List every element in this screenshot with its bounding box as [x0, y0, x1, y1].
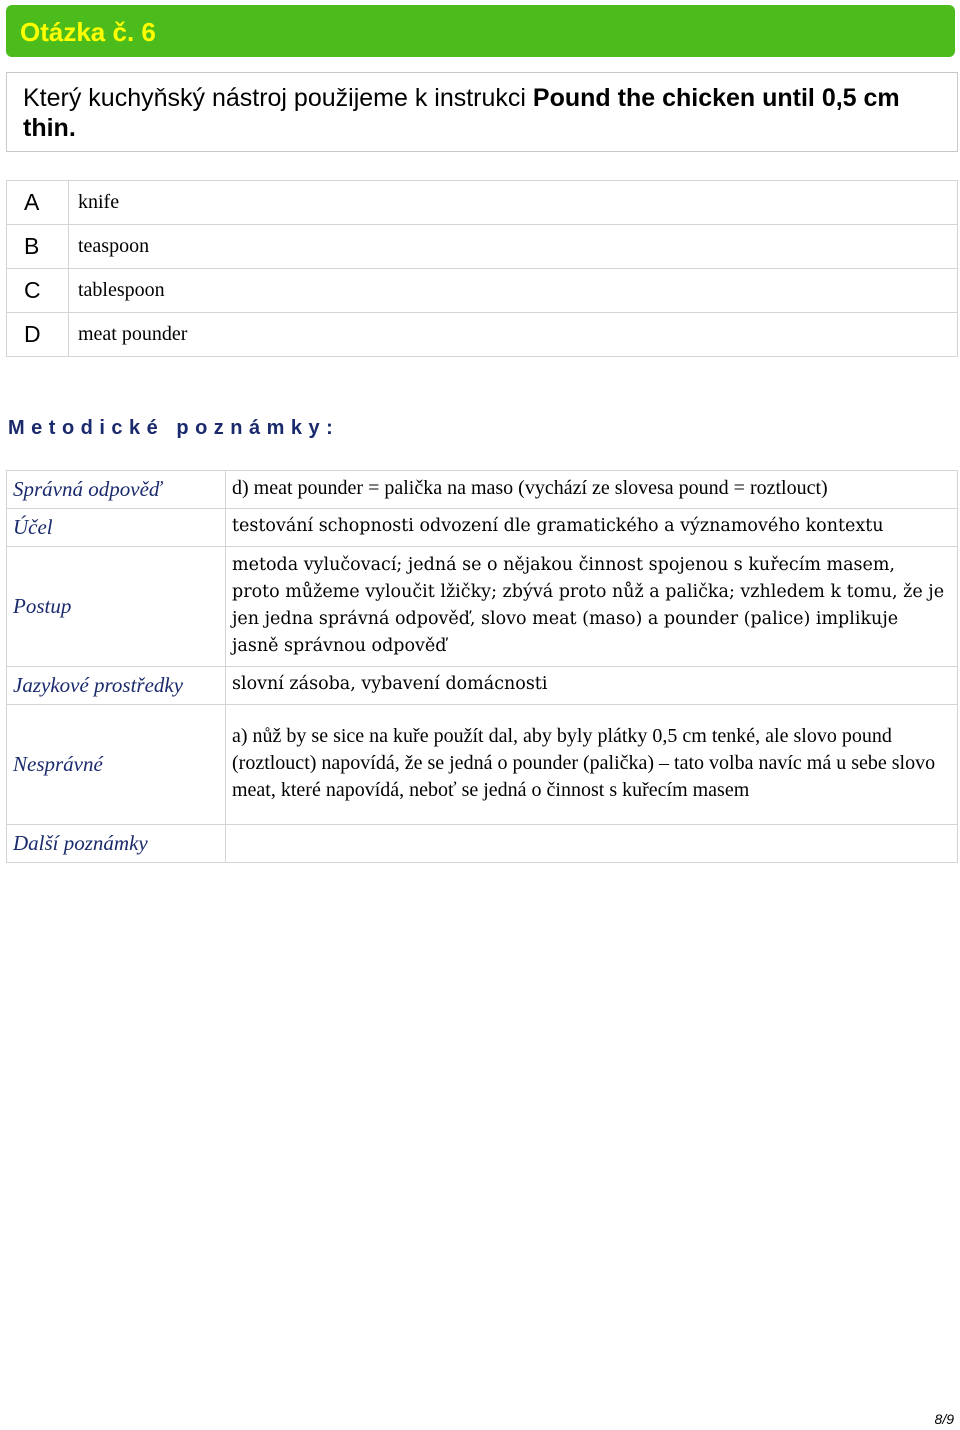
- notes-row-further-notes: [7, 825, 958, 863]
- question-text: Který kuchyňský nástroj použijeme k instrukci: [23, 84, 533, 112]
- notes-row-correct-answer: [7, 471, 958, 509]
- notes-label: Nesprávné: [7, 705, 226, 825]
- option-row-d[interactable]: [7, 313, 958, 357]
- question-header: [6, 5, 955, 57]
- option-text: teaspoon: [69, 225, 958, 269]
- option-text: tablespoon: [69, 269, 958, 313]
- option-letter: C: [7, 269, 69, 313]
- option-letter: D: [7, 313, 69, 357]
- option-letter: A: [7, 181, 69, 225]
- notes-row-incorrect: [7, 705, 958, 825]
- answer-options-table: [6, 180, 958, 357]
- notes-label: Správná odpověď: [7, 471, 226, 509]
- methodical-notes-table: [6, 470, 958, 863]
- notes-label: Účel: [7, 509, 226, 547]
- notes-label: Jazykové prostředky: [7, 667, 226, 705]
- notes-row-purpose: [7, 509, 958, 547]
- notes-value: a) nůž by se sice na kuře použít dal, aby byly plátky 0,5 cm tenké, ale slovo pound (roztlouct) napovídá, že se jedná o pounder (palička) – tato volba navíc má u sebe slovo meat, které napovídá, neboť se jedná o činnost s kuřecím masem: [226, 705, 958, 825]
- notes-label: Postup: [7, 547, 226, 667]
- notes-row-procedure: [7, 547, 958, 667]
- notes-value: [226, 825, 958, 863]
- option-row-b[interactable]: [7, 225, 958, 269]
- notes-value: d) meat pounder = palička na maso (vychází ze slovesa pound = roztlouct): [226, 471, 958, 509]
- question-box: [6, 72, 958, 152]
- notes-row-language-means: [7, 667, 958, 705]
- question-instruction: Pound the chicken until 0,5 cm thin.: [23, 84, 900, 142]
- option-text: knife: [69, 181, 958, 225]
- option-letter: B: [7, 225, 69, 269]
- methodical-notes-heading: Metodické poznámky:: [8, 417, 340, 439]
- notes-label: Další poznámky: [7, 825, 226, 863]
- option-text: meat pounder: [69, 313, 958, 357]
- question-number-title: Otázka č. 6: [20, 17, 156, 47]
- option-row-a[interactable]: [7, 181, 958, 225]
- notes-value: testování schopnosti odvození dle gramatického a významového kontextu: [226, 509, 958, 547]
- notes-value: metoda vylučovací; jedná se o nějakou činnost spojenou s kuřecím masem, proto můžeme vyloučit lžičky; zbývá proto nůž a palička; vzhledem k tomu, že je jen jedna správná odpověď, slovo meat (maso) a pounder (palice) implikuje jasně správnou odpověď: [226, 547, 958, 667]
- option-row-c[interactable]: [7, 269, 958, 313]
- notes-value: slovní zásoba, vybavení domácnosti: [226, 667, 958, 705]
- page-number: 8/9: [934, 1411, 954, 1427]
